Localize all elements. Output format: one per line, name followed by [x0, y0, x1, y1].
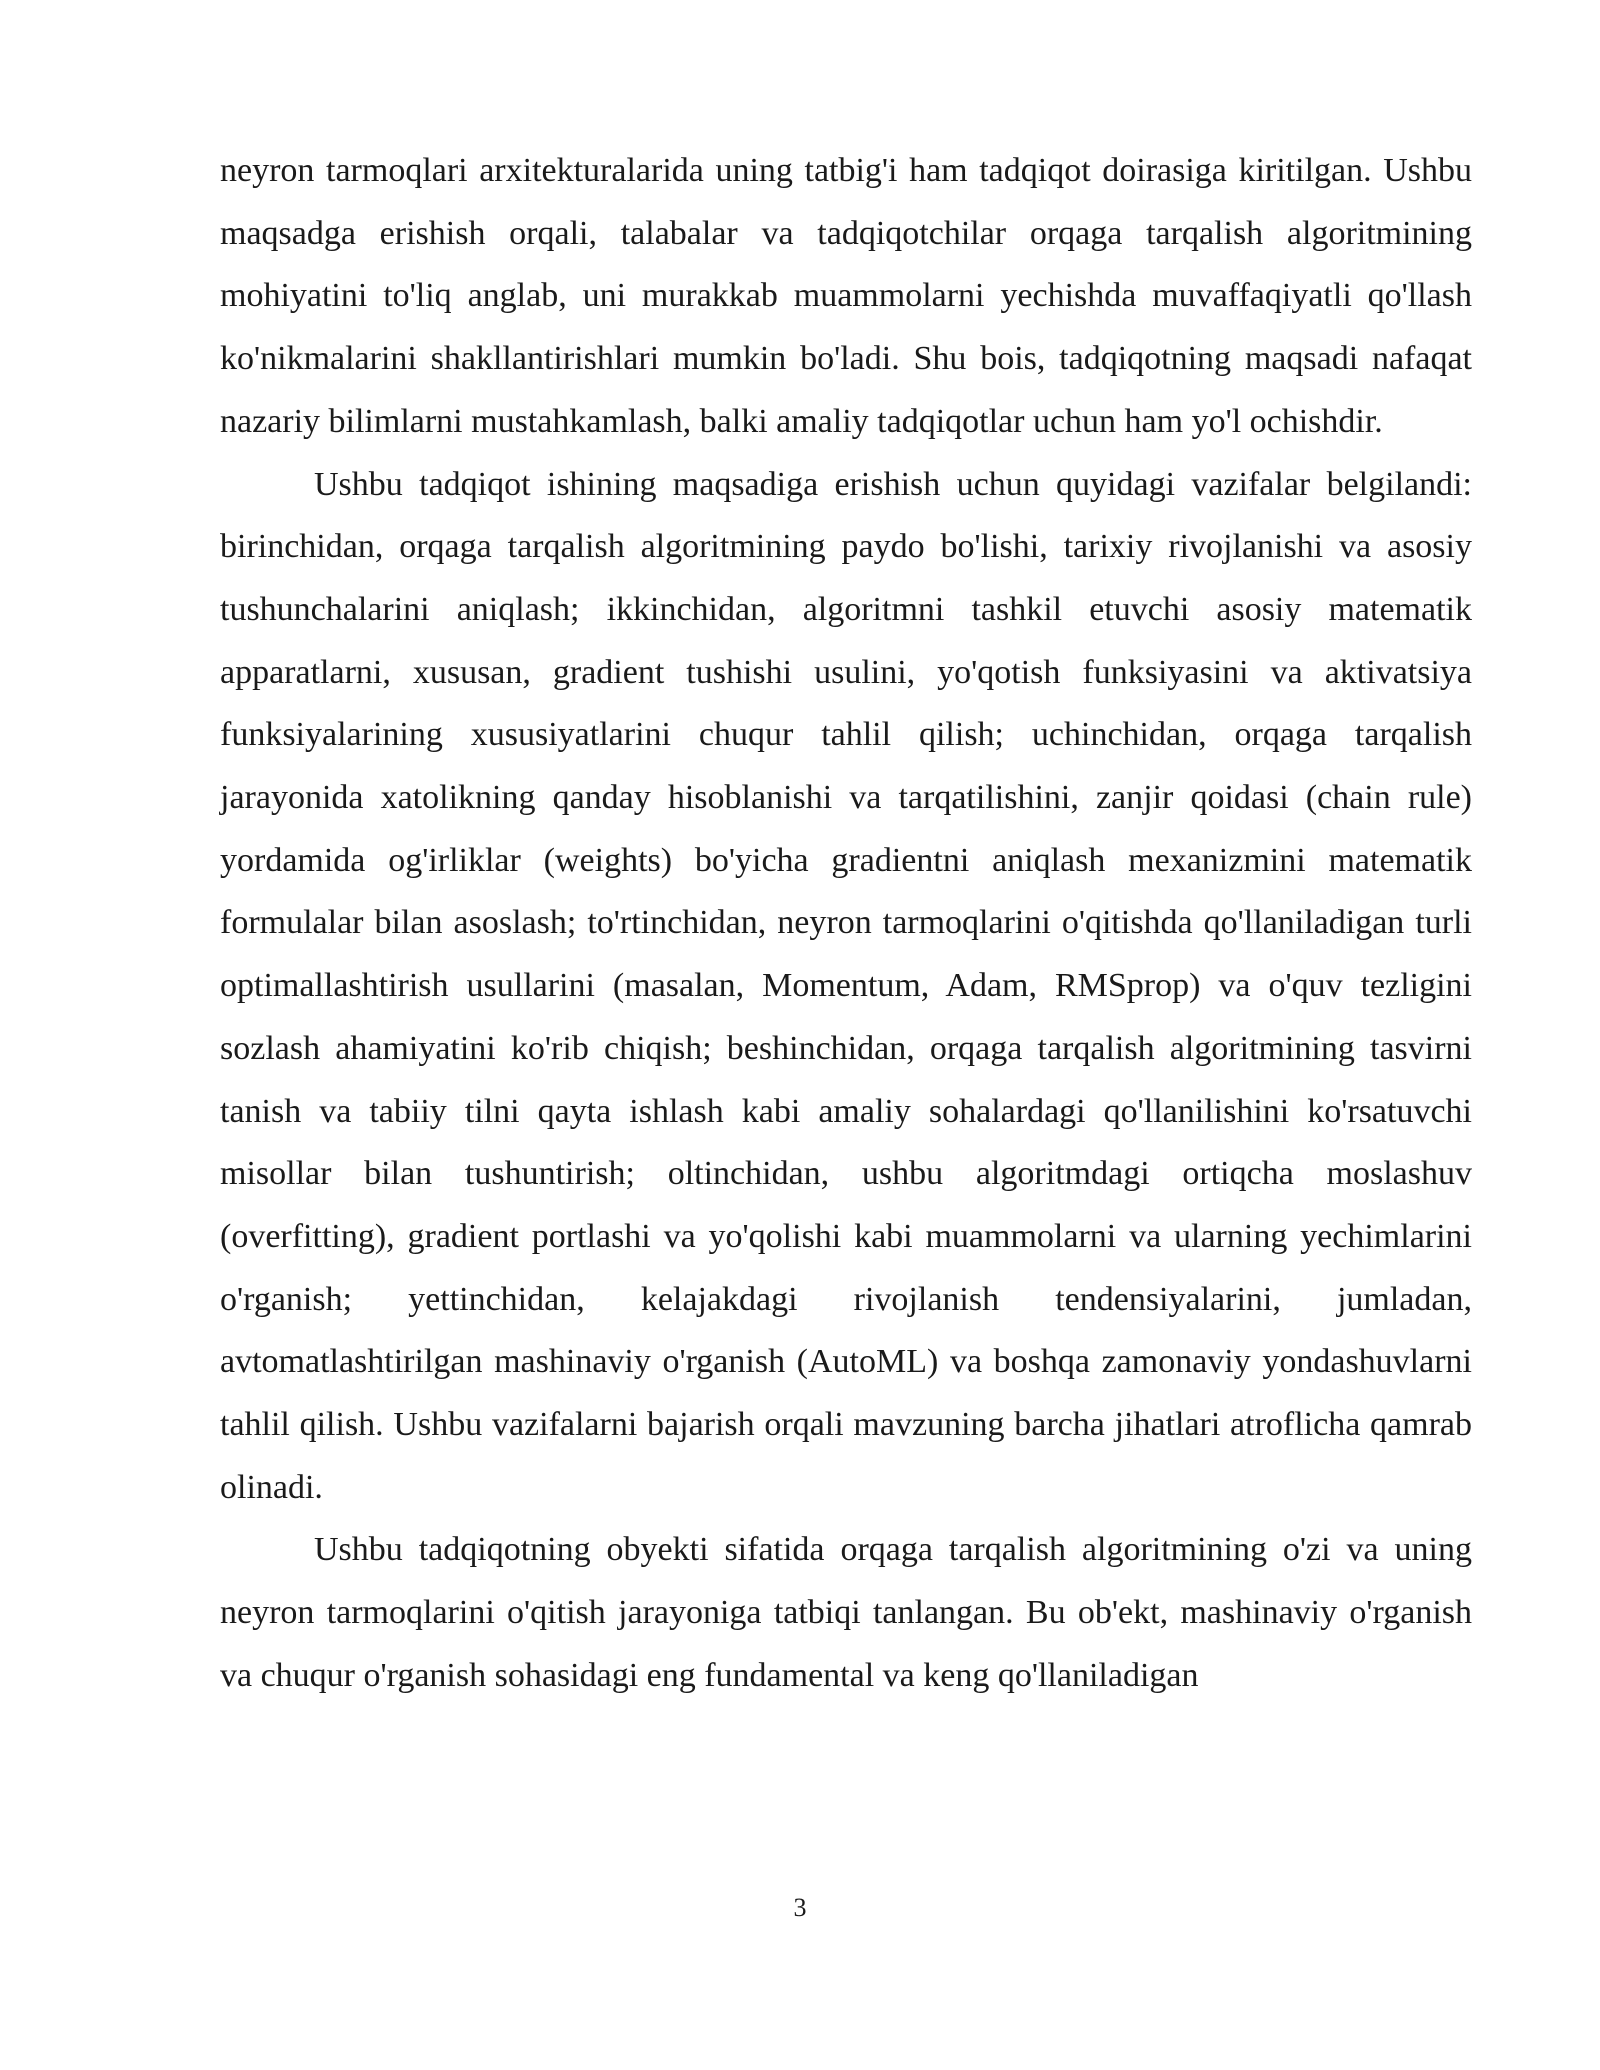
paragraph-1: neyron tarmoqlari arxitekturalarida uning tatbig'i ham tadqiqot doirasiga kiritilgan. Ushbu maqsadga erishish orqali, talabalar va tadqiqotchilar orqaga tarqalish algoritmining mohiyatini to'liq anglab, uni murakkab muammolarni yechishda muvaffaqiyatli qo'llash ko'nikmalarini shakllantirishlari mumkin bo'ladi. Shu bois, tadqiqotning maqsadi nafaqat nazariy bilimlarni mustahkamlash, balki amaliy tadqiqotlar uchun ham yo'l ochishdir.: [220, 152, 1472, 440]
text-body: [220, 140, 1472, 1708]
paragraph-3: Ushbu tadqiqotning obyekti sifatida orqaga tarqalish algoritmining o'zi va uning neyron tarmoqlarini o'qitish jarayoniga tatbiqi tanlangan. Bu ob'ekt, mashinaviy o'rganish va chuqur o'rganish sohasidagi eng fundamental va keng qo'llaniladigan: [220, 1531, 1472, 1694]
page-number: 3: [793, 1893, 807, 1922]
paragraph-2: Ushbu tadqiqot ishining maqsadiga erishish uchun quyidagi vazifalar belgilandi: birinchidan, orqaga tarqalish algoritmining paydo bo'lishi, tarixiy rivojlanishi va asosiy tushunchalarini aniqlash; ikkinchidan, algoritmni tashkil etuvchi asosiy matematik apparatlarni, xususan, gradient tushishi usulini, yo'qotish funksiyasini va aktivatsiya funksiyalarining xususiyatlarini chuqur tahlil qilish; uchinchidan, orqaga tarqalish jarayonida xatolikning qanday hisoblanishi va tarqatilishini, zanjir qoidasi (chain rule) yordamida og'irliklar (weights) bo'yicha gradientni aniqlash mexanizmini matematik formulalar bilan asoslash; to'rtinchidan, neyron tarmoqlarini o'qitishda qo'llaniladigan turli optimallashtirish usullarini (masalan, Momentum, Adam, RMSprop) va o'quv tezligini sozlash ahamiyatini ko'rib chiqish; beshinchidan, orqaga tarqalish algoritmining tasvirni tanish va tabiiy tilni qayta ishlash kabi amaliy sohalardagi qo'llanilishini ko'rsatuvchi misollar bilan tushuntirish; oltinchidan, ushbu algoritmdagi ortiqcha moslashuv (overfitting), gradient portlashi va yo'qolishi kabi muammolarni va ularning yechimlarini o'rganish; yettinchidan, kelajakdagi rivojlanish tendensiyalarini, jumladan, avtomatlashtirilgan mashinaviy o'rganish (AutoML) va boshqa zamonaviy yondashuvlarni tahlil qilish. Ushbu vazifalarni bajarish orqali mavzuning barcha jihatlari atroflicha qamrab olinadi.: [220, 465, 1472, 1506]
